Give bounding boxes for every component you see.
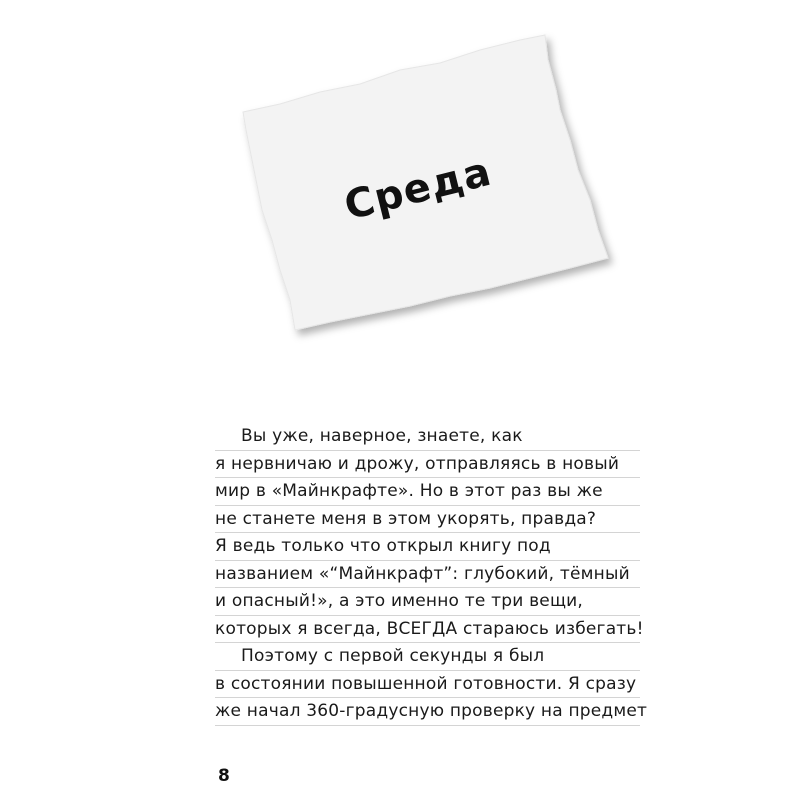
text-line: не станете меня в этом укорять, правда? <box>215 506 640 534</box>
chapter-title: Среда <box>339 148 497 230</box>
body-text <box>215 423 648 726</box>
text-line: Поэтому с первой секунды я был <box>215 643 640 671</box>
text-line: Вы уже, наверное, знаете, как <box>215 423 640 451</box>
text-line: я нервничаю и дрожу, отправляясь в новый <box>215 451 640 479</box>
text-line: Я ведь только что открыл книгу под <box>215 533 640 561</box>
text-line: в состоянии повышенной готовности. Я сразу <box>215 671 640 699</box>
text-line: которых я всегда, ВСЕГДА стараюсь избегать! <box>215 616 640 644</box>
text-line: и опасный!», а это именно те три вещи, <box>215 588 640 616</box>
text-line: же начал 360-градусную проверку на предмет <box>215 698 640 726</box>
text-line: названием «“Майнкрафт”: глубокий, тёмный <box>215 561 640 589</box>
page-number: 8 <box>218 766 230 786</box>
text-line: мир в «Майнкрафте». Но в этот раз вы же <box>215 478 640 506</box>
